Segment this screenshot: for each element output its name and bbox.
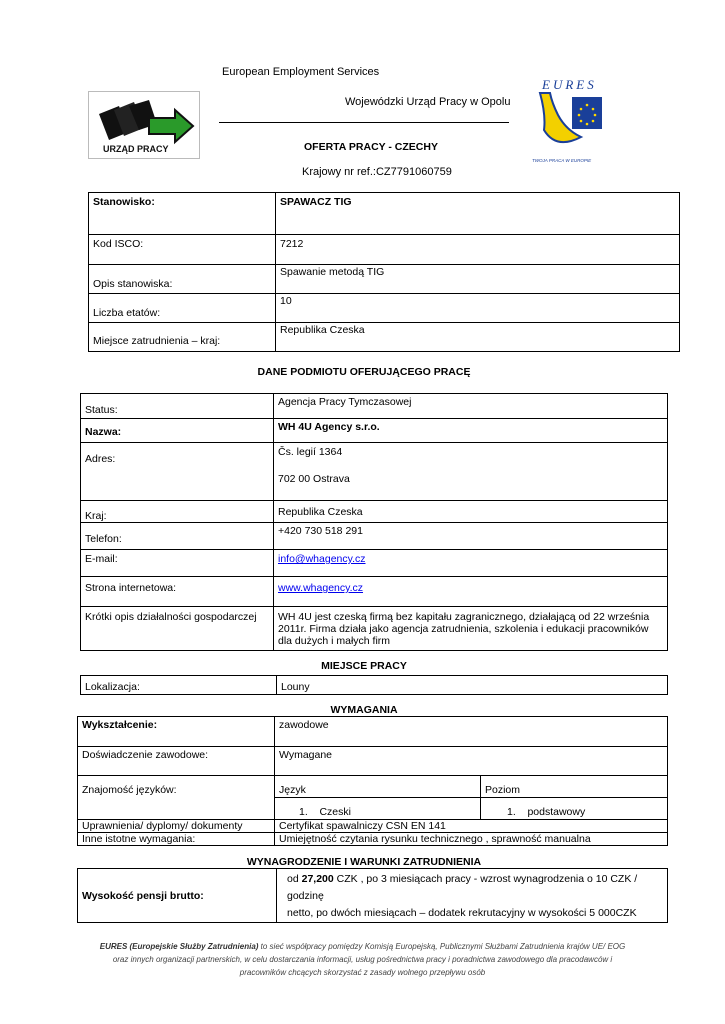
- experience-value: Wymagane: [275, 747, 668, 776]
- website-label: Strona internetowa:: [81, 577, 274, 607]
- language-column-header: Język: [275, 776, 481, 798]
- positions-count-value: 10: [276, 294, 680, 323]
- table-row: [78, 776, 668, 798]
- table-row: [78, 747, 668, 776]
- email-label: E-mail:: [81, 550, 274, 577]
- workplace-table: [80, 675, 668, 695]
- business-description-value: WH 4U jest czeską firmą bez kapitału zagranicznego, działającą od 22 września 2011r. Firma działa jako agencja zatrudnienia, szkolenia i edukacji pracowników dla dużych i małych firm: [274, 607, 668, 651]
- location-value: Louny: [277, 676, 668, 695]
- urzad-pracy-logo-text: URZĄD PRACY: [103, 144, 169, 154]
- languages-label: Znajomość języków:: [78, 776, 275, 820]
- address-line-1: Čs. legií 1364: [278, 446, 343, 458]
- salary-heading: WYNAGRODZENIE I WARUNKI ZATRUDNIENIA: [246, 856, 482, 868]
- job-table: [88, 192, 680, 352]
- salary-table: [77, 868, 668, 923]
- salary-bonus: netto, po dwóch miesiącach – dodatek rekrutacyjny w wysokości 5 000CZK: [287, 907, 637, 919]
- education-label: Wykształcenie:: [78, 717, 275, 747]
- footer-eures-name: EURES (Europejskie Służby Zatrudnienia): [99, 942, 259, 951]
- header-rule: [219, 122, 509, 123]
- isco-value: 7212: [276, 235, 680, 265]
- experience-label: Doświadczenie zawodowe:: [78, 747, 275, 776]
- ees-title: European Employment Services: [222, 66, 380, 78]
- employer-heading: DANE PODMIOTU OFERUJĄCEGO PRACĘ: [257, 366, 471, 378]
- table-row: [89, 235, 680, 265]
- table-row: [81, 607, 668, 651]
- eures-logo-subtext: TWOJA PRACA W EUROPIE: [532, 158, 592, 163]
- education-value: zawodowe: [275, 717, 668, 747]
- footer-line-2: oraz innych organizacji partnerskich, w celu dostarczania informacji, usług pośrednictwa pracy i poradnictwa zawodowego dla pracodawców i: [112, 955, 613, 964]
- location-label: Lokalizacja:: [81, 676, 277, 695]
- position-value: SPAWACZ TIG: [276, 193, 680, 235]
- workplace-heading: MIEJSCE PRACY: [321, 660, 407, 672]
- gross-salary-value: [277, 869, 668, 923]
- level-number: 1.: [507, 806, 516, 818]
- table-row: [81, 501, 668, 523]
- email-link[interactable]: info@whagency.cz: [278, 553, 366, 565]
- status-label: Status:: [81, 394, 274, 419]
- table-row: [89, 323, 680, 352]
- company-name-label: Nazwa:: [81, 419, 274, 443]
- other-requirements-value: Umiejętność czytania rysunku technicznego , sprawność manualna: [275, 833, 668, 846]
- website-link[interactable]: www.whagency.cz: [278, 582, 364, 594]
- address-label: Adres:: [81, 443, 274, 501]
- phone-label: Telefon:: [81, 523, 274, 550]
- table-row: [81, 394, 668, 419]
- reference-number: Krajowy nr ref.:CZ7791060759: [302, 166, 452, 178]
- table-row: [89, 265, 680, 294]
- status-value: Agencja Pracy Tymczasowej: [274, 394, 668, 419]
- eures-logo: [526, 75, 606, 165]
- table-row: [89, 294, 680, 323]
- table-row: [81, 523, 668, 550]
- business-description-label: Krótki opis działalności gospodarczej: [81, 607, 274, 651]
- urzad-pracy-logo: [88, 91, 200, 159]
- company-name-value: WH 4U Agency s.r.o.: [274, 419, 668, 443]
- job-description-label: Opis stanowiska:: [89, 265, 276, 294]
- requirements-table: [77, 716, 668, 846]
- certificates-value: Certyfikat spawalniczy CSN EN 141: [275, 820, 668, 833]
- table-row: [81, 676, 668, 695]
- work-country-value: Republika Czeska: [276, 323, 680, 352]
- footer-note: [60, 940, 665, 979]
- offer-title: OFERTA PRACY - CZECHY: [304, 141, 438, 153]
- country-label: Kraj:: [81, 501, 274, 523]
- language-number: 1.: [299, 806, 308, 818]
- employer-table: [80, 393, 668, 651]
- table-row: [81, 419, 668, 443]
- table-row: [81, 577, 668, 607]
- eures-logo-text: EURES: [542, 77, 597, 92]
- isco-label: Kod ISCO:: [89, 235, 276, 265]
- table-row: [81, 550, 668, 577]
- certificates-label: Uprawnienia/ dyplomy/ dokumenty: [78, 820, 275, 833]
- footer-line-1: to sieć współpracy pomiędzy Komisją Europejską, Publicznymi Służbami Zatrudnienia krajów UE/ EOG: [258, 942, 626, 951]
- work-country-label: Miejsce zatrudnienia – kraj:: [89, 323, 276, 352]
- table-row: [89, 193, 680, 235]
- requirements-heading: WYMAGANIA: [330, 704, 398, 716]
- office-name: Wojewódzki Urząd Pracy w Opolu: [345, 96, 511, 108]
- table-row: [78, 833, 668, 846]
- level-column-header: Poziom: [481, 776, 668, 798]
- positions-count-label: Liczba etatów:: [89, 294, 276, 323]
- table-row: [78, 869, 668, 923]
- salary-prefix: od: [287, 873, 302, 885]
- job-description-value: Spawanie metodą TIG: [276, 265, 680, 294]
- table-row: [78, 717, 668, 747]
- position-label: Stanowisko:: [89, 193, 276, 235]
- language-item: [275, 798, 481, 820]
- language-name: Czeski: [319, 806, 351, 818]
- address-value: [274, 443, 668, 501]
- salary-amount: 27,200: [301, 873, 334, 885]
- eures-logo-icon: [526, 75, 606, 165]
- phone-value: +420 730 518 291: [274, 523, 668, 550]
- table-row: [78, 820, 668, 833]
- other-requirements-label: Inne istotne wymagania:: [78, 833, 275, 846]
- table-row: [81, 443, 668, 501]
- salary-conditions: CZK , po 3 miesiącach pracy - wzrost wynagrodzenia o 10 CZK / godzinę: [287, 873, 638, 902]
- urzad-pracy-logo-icon: [89, 92, 199, 158]
- gross-salary-label: Wysokość pensji brutto:: [78, 869, 277, 923]
- country-value: Republika Czeska: [274, 501, 668, 523]
- footer-line-3: pracowników chcących skorzystać z zasady wolnego przepływu osób: [239, 968, 486, 977]
- level-item: [481, 798, 668, 820]
- address-line-2: 702 00 Ostrava: [278, 473, 350, 485]
- level-name: podstawowy: [527, 806, 586, 818]
